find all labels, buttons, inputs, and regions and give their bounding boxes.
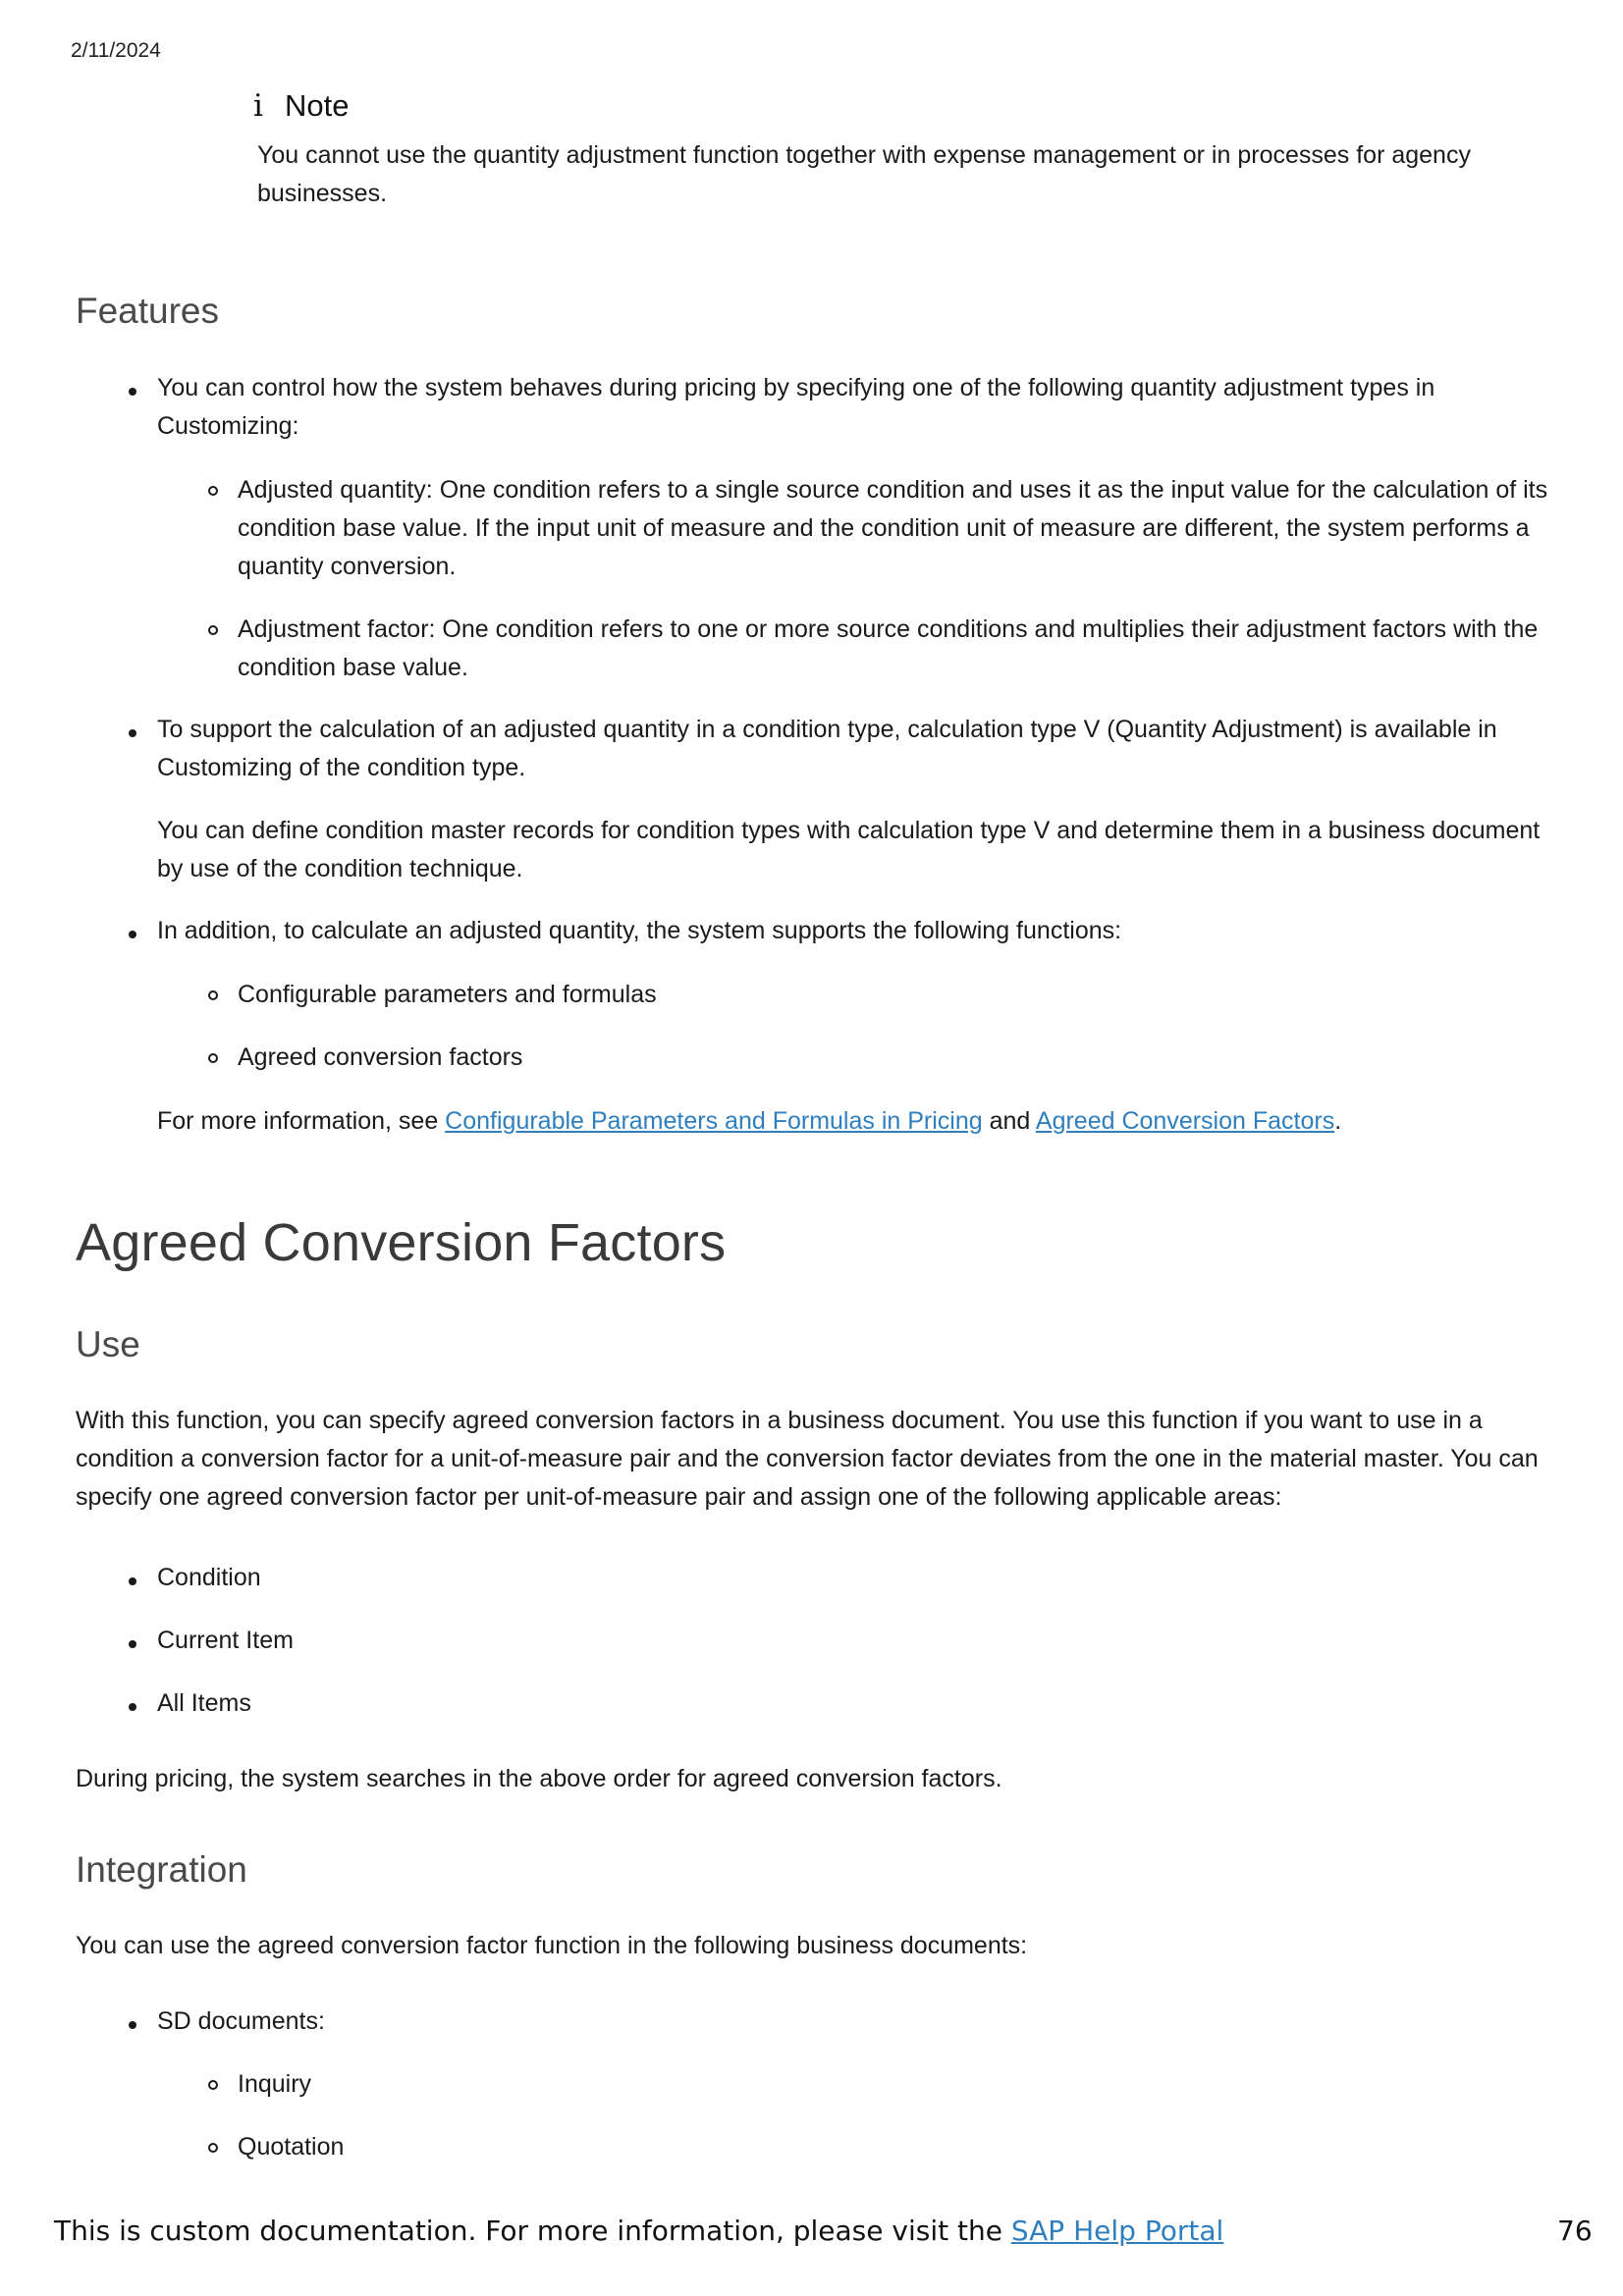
page-title: Agreed Conversion Factors: [76, 1213, 727, 1272]
order-paragraph: During pricing, the system searches in the above order for agreed conversion factors.: [76, 1765, 1002, 1792]
note-header: [253, 88, 349, 124]
more-info-and: and: [982, 1107, 1036, 1135]
footer-text: This is custom documentation. For more information, please visit the: [54, 2215, 1011, 2247]
bullet-circle-icon: [208, 486, 218, 496]
list-item: All Items: [157, 1689, 251, 1717]
list-item: Inquiry: [238, 2070, 312, 2098]
use-paragraph: With this function, you can specify agreed conversion factors in a business document. You use this function if you want to use in a condition a conversion factor for a unit-of-measure pair and the conversion factor deviates from the one in the material master. You can specify one agreed conversion factor per unit-of-measure pair and assign one of the following applicable areas:: [76, 1407, 1539, 1511]
list-item: Condition: [157, 1564, 261, 1591]
list-item: To support the calculation of an adjusted quantity in a condition type, calculation type V (Quantity Adjustment) is available in Customizing of the condition type.: [157, 716, 1497, 781]
list-item: Configurable parameters and formulas: [238, 981, 657, 1008]
bullet-dot-icon: [129, 729, 136, 737]
features-heading: Features: [76, 291, 220, 331]
bullet-dot-icon: [129, 388, 136, 396]
use-heading: Use: [76, 1324, 140, 1364]
list-item: Current Item: [157, 1627, 294, 1654]
info-icon: i: [253, 88, 263, 124]
bullet-circle-icon: [208, 2080, 218, 2090]
bullet-circle-icon: [208, 2143, 218, 2153]
bullet-circle-icon: [208, 990, 218, 1000]
more-info-prefix: For more information, see: [157, 1107, 446, 1135]
integration-heading: Integration: [76, 1849, 247, 1890]
list-item: Quotation: [238, 2133, 345, 2161]
integration-paragraph: You can use the agreed conversion factor function in the following business documents:: [76, 1932, 1028, 1959]
note-body: You cannot use the quantity adjustment function together with expense management or in processes for agency businesses.: [257, 141, 1471, 207]
list-item: You can control how the system behaves during pricing by specifying one of the following quantity adjustment types in Customizing:: [157, 374, 1435, 440]
bullet-dot-icon: [129, 1577, 136, 1585]
list-item: Agreed conversion factors: [238, 1043, 523, 1071]
list-item: Adjusted quantity: One condition refers to a single source condition and uses it as the input value for the calculation of its condition base value. If the input unit of measure and the condition unit of measure are different, the system performs a quantity conversion.: [238, 476, 1548, 580]
list-item: SD documents:: [157, 2007, 325, 2035]
bullet-dot-icon: [129, 2021, 136, 2029]
sap-help-portal-link[interactable]: SAP Help Portal: [1010, 2215, 1224, 2247]
page-date: 2/11/2024: [71, 39, 161, 62]
note-title: Note: [285, 88, 350, 123]
more-info: [157, 1102, 1551, 1141]
more-info-suffix: .: [1334, 1107, 1342, 1135]
bullet-circle-icon: [208, 1053, 218, 1063]
link-agreed-conversion-factors[interactable]: Agreed Conversion Factors: [1035, 1107, 1335, 1135]
bullet-dot-icon: [129, 1640, 136, 1648]
bullet-circle-icon: [208, 625, 218, 635]
page-number: 76: [1557, 2215, 1593, 2247]
paragraph: You can define condition master records for condition types with calculation type V and determine them in a business document by use of the condition technique.: [157, 817, 1541, 882]
bullet-dot-icon: [129, 1703, 136, 1711]
footer: [54, 2215, 1223, 2247]
link-configurable-parameters[interactable]: Configurable Parameters and Formulas in Pricing: [445, 1107, 983, 1135]
bullet-dot-icon: [129, 931, 136, 938]
list-item: In addition, to calculate an adjusted quantity, the system supports the following functions:: [157, 917, 1122, 944]
list-item: Adjustment factor: One condition refers to one or more source conditions and multiplies their adjustment factors with the condition base value.: [238, 615, 1539, 681]
